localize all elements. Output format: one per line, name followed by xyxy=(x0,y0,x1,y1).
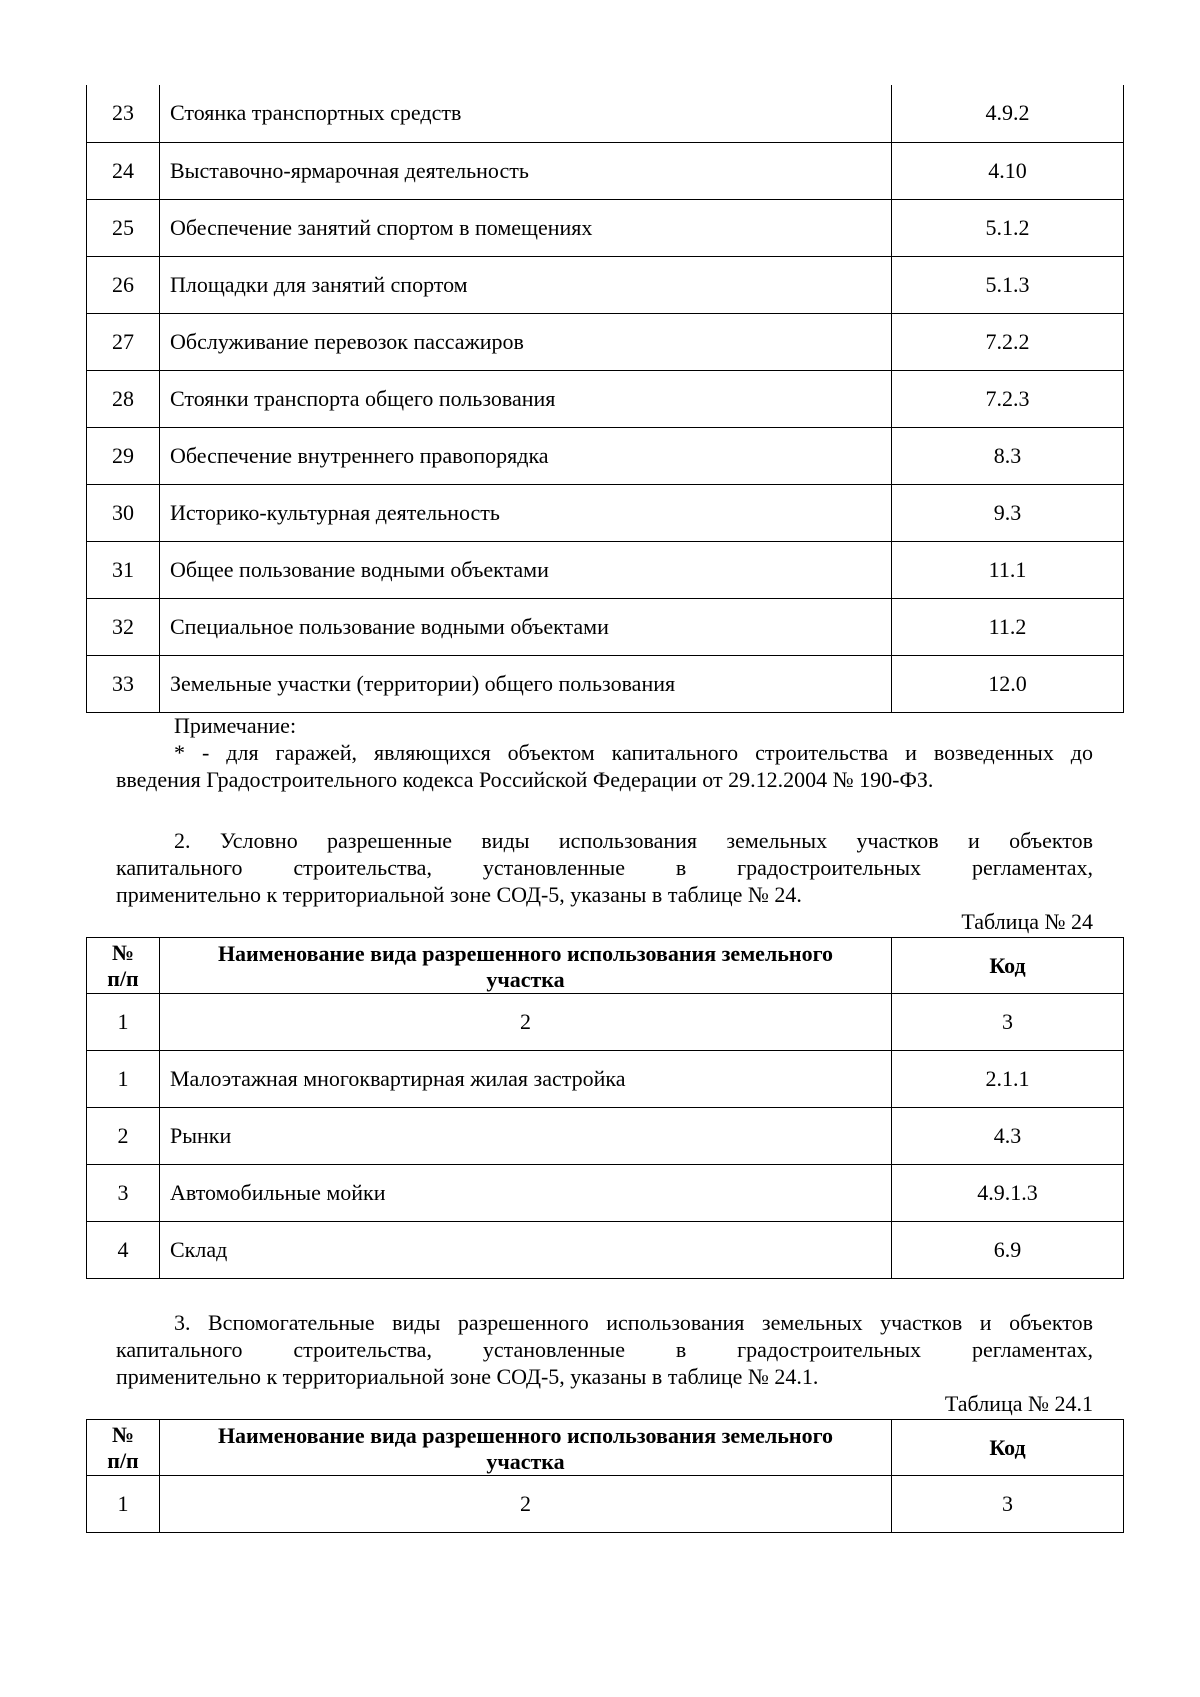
header-number-line-1: № xyxy=(111,939,135,965)
row-name: Стоянки транспорта общего пользования xyxy=(160,370,892,427)
header-number xyxy=(87,938,160,994)
row-name: Общее пользование водными объектами xyxy=(160,541,892,598)
section-2-line-1: 2. Условно разрешенные виды использования земельных участков и объектов xyxy=(174,828,1093,853)
header-name xyxy=(160,938,892,994)
table-row xyxy=(87,370,1124,427)
row-number: 26 xyxy=(87,256,160,313)
table-row xyxy=(87,598,1124,655)
table-header-row xyxy=(87,938,1124,994)
row-name: Малоэтажная многоквартирная жилая застройка xyxy=(160,1051,892,1108)
land-use-table-continued xyxy=(86,85,1124,713)
row-number: 32 xyxy=(87,598,160,655)
row-code: 11.1 xyxy=(892,541,1124,598)
index-name: 2 xyxy=(160,994,892,1051)
row-number: 29 xyxy=(87,427,160,484)
table-index-row xyxy=(87,1476,1124,1533)
row-name: Обеспечение внутреннего правопорядка xyxy=(160,427,892,484)
table-24-caption: Таблица № 24 xyxy=(961,909,1093,934)
row-code: 7.2.3 xyxy=(892,370,1124,427)
index-number: 1 xyxy=(87,1476,160,1533)
table-row xyxy=(87,1222,1124,1279)
table-row xyxy=(87,256,1124,313)
row-code: 9.3 xyxy=(892,484,1124,541)
note-line-2: введения Градостроительного кодекса Российской Федерации от 29.12.2004 № 190-ФЗ. xyxy=(116,767,934,792)
table-row xyxy=(87,1108,1124,1165)
row-code: 12.0 xyxy=(892,655,1124,712)
row-name: Автомобильные мойки xyxy=(160,1165,892,1222)
row-name: Стоянка транспортных средств xyxy=(160,85,892,142)
row-name: Специальное пользование водными объектами xyxy=(160,598,892,655)
table-index-row xyxy=(87,994,1124,1051)
table-row xyxy=(87,85,1124,142)
row-name: Выставочно-ярмарочная деятельность xyxy=(160,142,892,199)
row-number: 4 xyxy=(87,1222,160,1279)
header-number-line-2: п/п xyxy=(107,1447,139,1473)
header-name-line-2: участка xyxy=(486,1448,565,1474)
table-row xyxy=(87,142,1124,199)
table-row xyxy=(87,199,1124,256)
row-code: 4.10 xyxy=(892,142,1124,199)
table-24-1 xyxy=(86,1419,1124,1533)
header-name-line-1: Наименование вида разрешенного использования земельного xyxy=(217,1422,834,1448)
table-row xyxy=(87,1165,1124,1222)
row-code: 4.9.1.3 xyxy=(892,1165,1124,1222)
table-header-row xyxy=(87,1420,1124,1476)
header-number-line-1: № xyxy=(111,1421,135,1447)
row-number: 28 xyxy=(87,370,160,427)
row-code: 2.1.1 xyxy=(892,1051,1124,1108)
index-code: 3 xyxy=(892,1476,1124,1533)
header-code: Код xyxy=(892,1420,1124,1476)
row-number: 25 xyxy=(87,199,160,256)
note-title: Примечание: xyxy=(174,713,297,738)
row-name: Рынки xyxy=(160,1108,892,1165)
row-number: 1 xyxy=(87,1051,160,1108)
table-row xyxy=(87,427,1124,484)
header-code: Код xyxy=(892,938,1124,994)
row-code: 8.3 xyxy=(892,427,1124,484)
header-name xyxy=(160,1420,892,1476)
row-code: 11.2 xyxy=(892,598,1124,655)
section-3-line-3: применительно к территориальной зоне СОД-5, указаны в таблице № 24.1. xyxy=(116,1364,819,1389)
section-3-line-1: 3. Вспомогательные виды разрешенного использования земельных участков и объектов xyxy=(174,1310,1093,1335)
table-row xyxy=(87,484,1124,541)
row-code: 7.2.2 xyxy=(892,313,1124,370)
header-number-line-2: п/п xyxy=(107,965,139,991)
index-number: 1 xyxy=(87,994,160,1051)
row-number: 27 xyxy=(87,313,160,370)
row-name: Историко-культурная деятельность xyxy=(160,484,892,541)
section-2-line-3: применительно к территориальной зоне СОД-5, указаны в таблице № 24. xyxy=(116,882,802,907)
index-code: 3 xyxy=(892,994,1124,1051)
row-name: Земельные участки (территории) общего пользования xyxy=(160,655,892,712)
table-24-1-caption: Таблица № 24.1 xyxy=(944,1391,1093,1416)
row-code: 6.9 xyxy=(892,1222,1124,1279)
row-name: Обеспечение занятий спортом в помещениях xyxy=(160,199,892,256)
row-number: 33 xyxy=(87,655,160,712)
header-name-line-2: участка xyxy=(486,966,565,992)
note-line-1: * - для гаражей, являющихся объектом капитального строительства и возведенных до xyxy=(174,740,1093,765)
table-row xyxy=(87,1051,1124,1108)
row-number: 24 xyxy=(87,142,160,199)
row-code: 4.9.2 xyxy=(892,85,1124,142)
row-name: Площадки для занятий спортом xyxy=(160,256,892,313)
row-code: 5.1.3 xyxy=(892,256,1124,313)
table-row xyxy=(87,655,1124,712)
row-name: Обслуживание перевозок пассажиров xyxy=(160,313,892,370)
section-3-line-2: капитального строительства, установленные в градостроительных регламентах, xyxy=(116,1337,1093,1362)
header-name-line-1: Наименование вида разрешенного использования земельного xyxy=(217,940,834,966)
table-row xyxy=(87,541,1124,598)
index-name: 2 xyxy=(160,1476,892,1533)
section-2-line-2: капитального строительства, установленные в градостроительных регламентах, xyxy=(116,855,1093,880)
header-number xyxy=(87,1420,160,1476)
table-24 xyxy=(86,937,1124,1279)
row-number: 2 xyxy=(87,1108,160,1165)
row-name: Склад xyxy=(160,1222,892,1279)
row-code: 4.3 xyxy=(892,1108,1124,1165)
row-number: 31 xyxy=(87,541,160,598)
table-row xyxy=(87,313,1124,370)
row-number: 3 xyxy=(87,1165,160,1222)
row-code: 5.1.2 xyxy=(892,199,1124,256)
row-number: 23 xyxy=(87,85,160,142)
row-number: 30 xyxy=(87,484,160,541)
